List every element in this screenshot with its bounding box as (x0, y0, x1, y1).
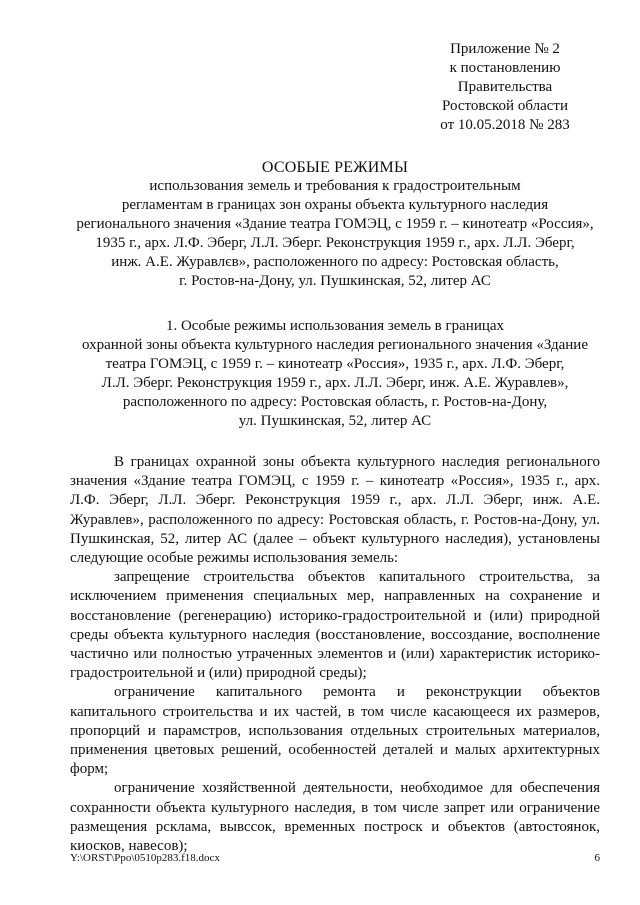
appendix-line: Ростовской области (442, 98, 568, 114)
body-paragraph: ограничение капитального ремонта и реконструкции объектов капитального строительства и их частей, в том числе касающееся их размеров, пропорций и парамстров, использования отдельных строительных материалов, применения цветовых решений, особенностей деталей и малых архитектурных форм; (70, 684, 600, 778)
title-line: 1935 г., арх. Л.Ф. Эберг, Л.Л. Эберг. Реконструкция 1959 г., арх. Л.Л. Эберг, (95, 235, 575, 251)
heading-line: театра ГОМЭЦ, с 1959 г. – кинотеатр «Россия», 1935 г., арх. Л.Ф. Эберг, (105, 356, 565, 372)
heading-line: Л.Л. Эберг. Реконструкция 1959 г., арх. Л.Л. Эберг, инж. А.Е. Журавлев», (101, 375, 569, 391)
section-1-body (70, 453, 600, 856)
title-line: использования земель и требования к градостроительным (149, 178, 521, 194)
title-line: регламентам в границах зон охраны объекта культурного наследия (121, 197, 549, 213)
heading-line: 1. Особые режимы использования земель в границах (165, 318, 505, 334)
page-number: 6 (594, 852, 600, 864)
title-line: инж. А.Е. Журавлєв», расположенного по адресу: Ростовская область, (111, 254, 559, 270)
title-line: регионального значения «Здание театра ГОМЭЦ, с 1959 г. – кинотеатр «Россия», (76, 216, 594, 232)
body-paragraph: ограничение хозяйственной деятельности, необходимое для обеспечения сохранности объекта культурного наследия, в том числе запрет или ограничение размещения рсклама, вывссок, временных построск и объектов (автостоянок, киосков, навесов); (70, 780, 600, 855)
heading-line: ул. Пушкинская, 52, литер АС (238, 413, 432, 429)
document-title (70, 158, 600, 291)
title-line: г. Ростов-на-Дону, ул. Пушкинская, 52, литер АС (179, 273, 491, 289)
body-paragraph: В границах охранной зоны объекта культурного наследия регионального значения «Здание театра ГОМЭЦ, с 1959 г. – кинотеатр «Россия», 1935 г., арх. Л.Ф. Эберг, Л.Л. Эберг. Реконструкция 1959 г., арх. Л.Л. Эберг, инж. А.Е. Журавлев», расположенного по адресу: Ростовская область, г. Ростов-на-Дону, ул. Пушкинская, 52, литер АС (далее – объект культурного наследия), установлены следующие особые режимы использования земель: (70, 454, 600, 567)
body-paragraph: запрещение строительства объектов капитального строительства, за исключением применения специальных мер, направленных на сохранение и восстановление (регенерацию) историко-градостроительной и (или) природной среды объекта культурного наследия (восстановление, воссоздание, восполнение частично или полностью утраченных элементов и (или) характеристик историко-градостроительной и (или) природной среды); (70, 569, 600, 682)
appendix-line: к постановлению (449, 60, 561, 76)
title-main: ОСОБЫЕ РЕЖИМЫ (261, 159, 409, 176)
appendix-header (405, 40, 605, 135)
heading-line: расположенного по адресу: Ростовская область, г. Ростов-на-Дону, (122, 394, 548, 410)
section-1-heading (70, 317, 600, 431)
appendix-line: Приложение № 2 (450, 41, 560, 57)
appendix-line: от 10.05.2018 № 283 (440, 117, 570, 133)
appendix-line: Правительства (457, 79, 553, 95)
heading-line: охранной зоны объекта культурного наследия регионального значения «Здание (82, 337, 588, 353)
footer-file-path: Y:\ORST\Ppo\0510p283.f18.docx (70, 852, 220, 864)
